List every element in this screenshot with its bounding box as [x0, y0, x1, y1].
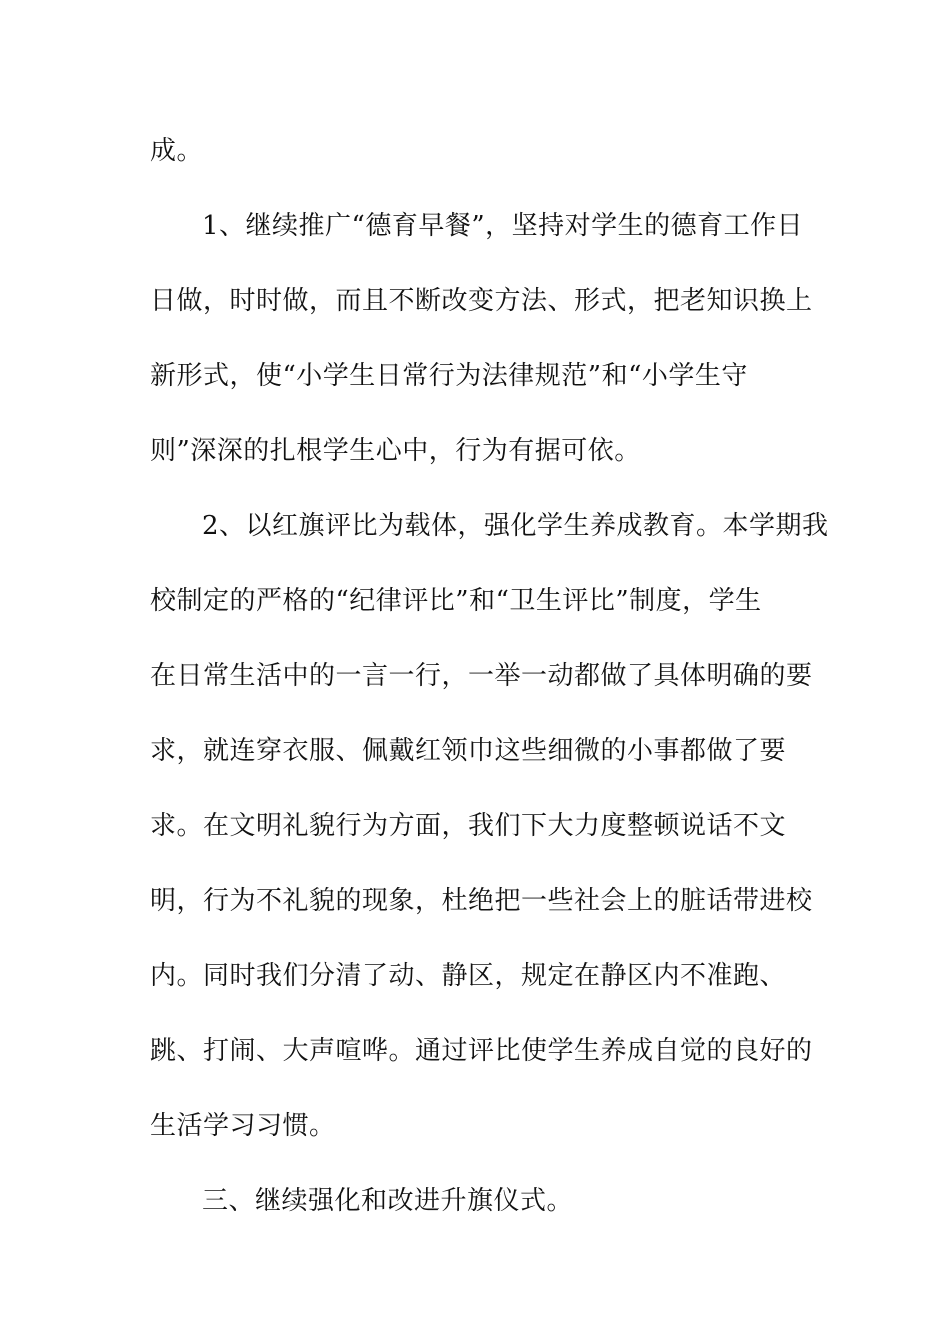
- text-line: 内。同时我们分清了动、静区，规定在静区内不准跑、: [150, 961, 787, 991]
- text-line: 求，就连穿衣服、佩戴红领巾这些细微的小事都做了要: [150, 736, 787, 766]
- text-line: 明，行为不礼貌的现象，杜绝把一些社会上的脏话带进校: [150, 886, 813, 916]
- text-line: 成。: [150, 136, 204, 166]
- text-line: 日做，时时做，而且不断改变方法、形式，把老知识换上: [150, 286, 813, 316]
- paragraph-1-line: 1、继续推广“德育早餐”，坚持对学生的德育工作日: [202, 211, 804, 241]
- text-line: 生活学习习惯。: [150, 1111, 336, 1141]
- text-line: 求。在文明礼貌行为方面，我们下大力度整顿说话不文: [150, 811, 787, 841]
- text-line: 则”深深的扎根学生心中，行为有据可依。: [150, 436, 641, 466]
- text-line: 新形式，使“小学生日常行为法律规范”和“小学生守: [150, 361, 748, 391]
- text-line: 在日常生活中的一言一行，一举一动都做了具体明确的要: [150, 661, 813, 691]
- text-line: 跳、打闹、大声喧哗。通过评比使学生养成自觉的良好的: [150, 1036, 813, 1066]
- text-line: 校制定的严格的“纪律评比”和“卫生评比”制度，学生: [150, 586, 762, 616]
- section-heading: 三、继续强化和改进升旗仪式。: [202, 1186, 574, 1216]
- paragraph-2-line: 2、以红旗评比为载体，强化学生养成教育。本学期我: [202, 511, 829, 541]
